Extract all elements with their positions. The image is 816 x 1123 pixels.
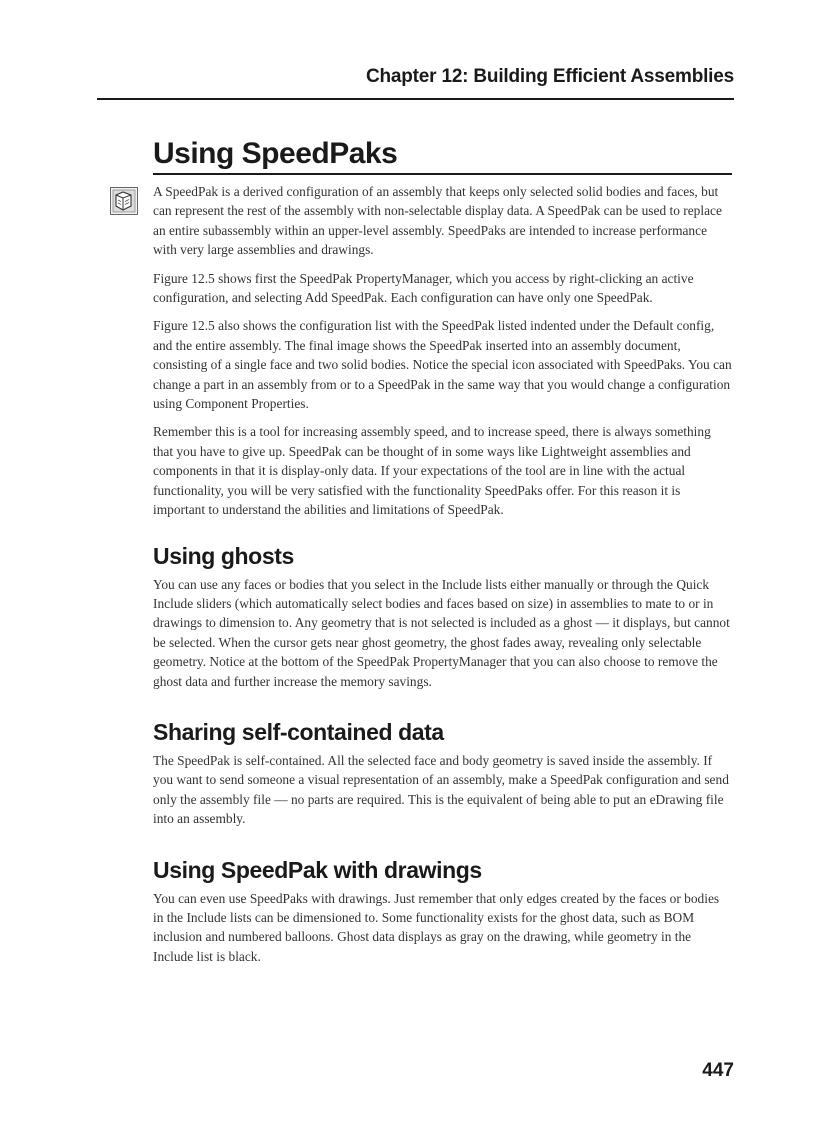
header-rule xyxy=(97,98,734,100)
section-title-speedpak-drawings: Using SpeedPak with drawings xyxy=(153,856,482,883)
new-feature-icon xyxy=(109,186,139,216)
chapter-title: Using SpeedPaks xyxy=(153,136,732,175)
section-title-using-ghosts: Using ghosts xyxy=(153,542,294,569)
page-number: 447 xyxy=(702,1060,734,1081)
page-content xyxy=(153,136,732,966)
section-title-sharing-data: Sharing self-contained data xyxy=(153,718,444,745)
intro-paragraph-1: A SpeedPak is a derived configuration of an assembly that keeps only selected solid bodies and faces, but can represent the rest of the assembly with non-selectable display data. A SpeedPak can be used to replace an entire subassembly within an upper-level assembly. SpeedPaks are intended to increase performance with very large assemblies and drawings. xyxy=(153,184,722,258)
section-body-speedpak-drawings: You can even use SpeedPaks with drawings. Just remember that only edges created by the faces or bodies in the Include lists can be dimensioned to. Some functionality exists for the ghost data, such as BOM inclusion and numbered balloons. Ghost data displays as gray on the drawing, while geometry in the Include list is black. xyxy=(153,890,720,964)
section-body-sharing-data: The SpeedPak is self-contained. All the selected face and body geometry is saved inside the assembly. If you want to send someone a visual representation of an assembly, make a SpeedPak configuration and send only the assembly file — no parts are required. This is the equivalent of being able to put an eDrawing file into an assembly. xyxy=(153,752,729,827)
intro-paragraph-2: Figure 12.5 shows first the SpeedPak PropertyManager, which you access by right-clicking an active configuration, and selecting Add SpeedPak. Each configuration can have only one SpeedPak. xyxy=(153,270,694,306)
running-header: Chapter 12: Building Efficient Assemblies xyxy=(365,66,734,87)
intro-paragraph-4: Remember this is a tool for increasing assembly speed, and to increase speed, there is always something that you have to give up. SpeedPak can be thought of in some ways like Lightweight assemblies and components in that it is display-only data. If your expectations of the tool are in line with the actual functionality, you will be very satisfied with the functionality SpeedPaks offer. For this reason it is important to understand the abilities and limitations of SpeedPak. xyxy=(153,424,711,518)
intro-paragraph-3: Figure 12.5 also shows the configuration list with the SpeedPak listed indented under the Default config, and the entire assembly. The final image shows the SpeedPak inserted into an assembly document, consisting of a single face and two solid bodies. Notice the special icon associated with SpeedPaks. You can change a part in an assembly from or to a SpeedPak in the same way that you would change a configuration using Component Properties. xyxy=(153,318,732,412)
section-body-using-ghosts: You can use any faces or bodies that you select in the Include lists either manually or through the Quick Include sliders (which automatically select bodies and faces based on size) in assemblies to mate to or in drawings to dimension to. Any geometry that is not selected is included as a ghost — it displays, but cannot be selected. When the cursor gets near ghost geometry, the ghost fades away, revealing only selectable geometry. Notice at the bottom of the SpeedPak PropertyManager that you can also choose to remove the ghost data and further increase the memory savings. xyxy=(153,576,730,689)
